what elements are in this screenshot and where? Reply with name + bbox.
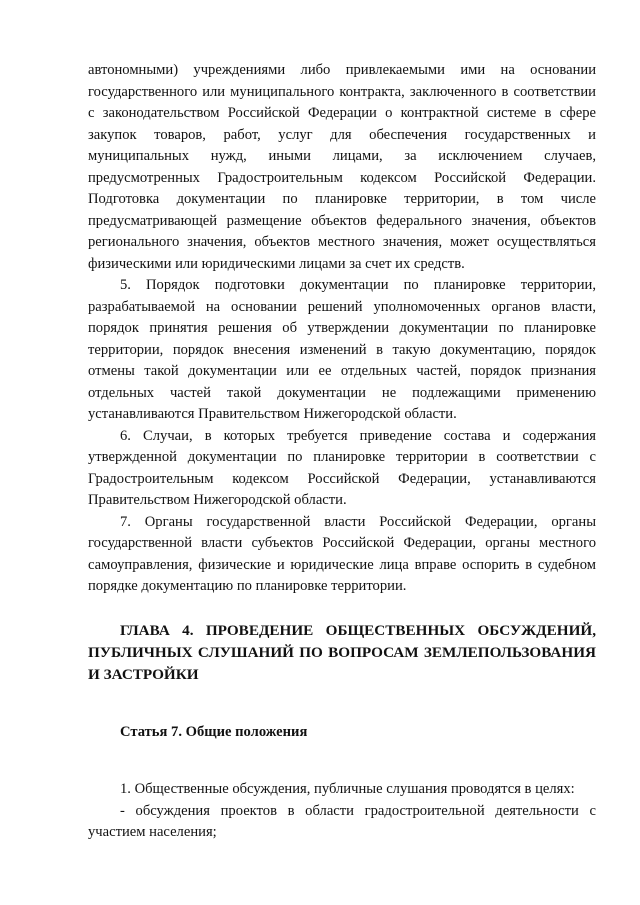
paragraph-7: 7. Органы государственной власти Российской Федерации, органы государственной власти субъектов Российской Федерации, органы местного самоуправления, физические и юридические лица вправе оспорить в судебном порядке документацию по планировке территории. (88, 513, 596, 594)
paragraph-5: 5. Порядок подготовки документации по планировке территории, разрабатываемой на основании решений уполномоченных органов власти, порядок принятия решения об утверждении документации по планировке территории, порядок внесения изменений в такую документацию, порядок отмены такой документации или ее отдельных частей, порядок признания отдельных частей такой документации не подлежащими применению устанавливаются Правительством Нижегородской области. (88, 277, 596, 422)
paragraph-6: 6. Случаи, в которых требуется приведение состава и содержания утвержденной документации по планировке территории в соответствии с Градостроительным кодексом Российской Федерации, устанавливаются Правительством Нижегородской области. (88, 427, 596, 508)
paragraph-continuation: автономными) учреждениями либо привлекаемыми ими на основании государственного или муниципального контракта, заключенного в соответствии с законодательством Российской Федерации о контрактной системе в сфере закупок товаров, работ, услуг для обеспечения государственных и муниципальных нужд, иными лицами, за исключением случаев, предусмотренных Градостроительным кодексом Российской Федерации. Подготовка документации по планировке территории, в том числе предусматривающей размещение объектов федерального значения, объектов регионального значения, объектов местного значения, может осуществляться физическими или юридическими лицами за счет их средств. (88, 62, 596, 272)
document-page (88, 60, 596, 844)
article-heading: Статья 7. Общие положения (120, 723, 308, 740)
list-item-1: 1. Общественные обсуждения, публичные слушания проводятся в целях: (120, 781, 575, 797)
chapter-heading: ГЛАВА 4. ПРОВЕДЕНИЕ ОБЩЕСТВЕННЫХ ОБСУЖДЕНИЙ, ПУБЛИЧНЫХ СЛУШАНИЙ ПО ВОПРОСАМ ЗЕМЛЕПОЛЬЗОВАНИЯ И ЗАСТРОЙКИ (88, 621, 596, 683)
dash-item-1: - обсуждения проектов в области градостроительной деятельности с участием населения; (88, 802, 596, 840)
